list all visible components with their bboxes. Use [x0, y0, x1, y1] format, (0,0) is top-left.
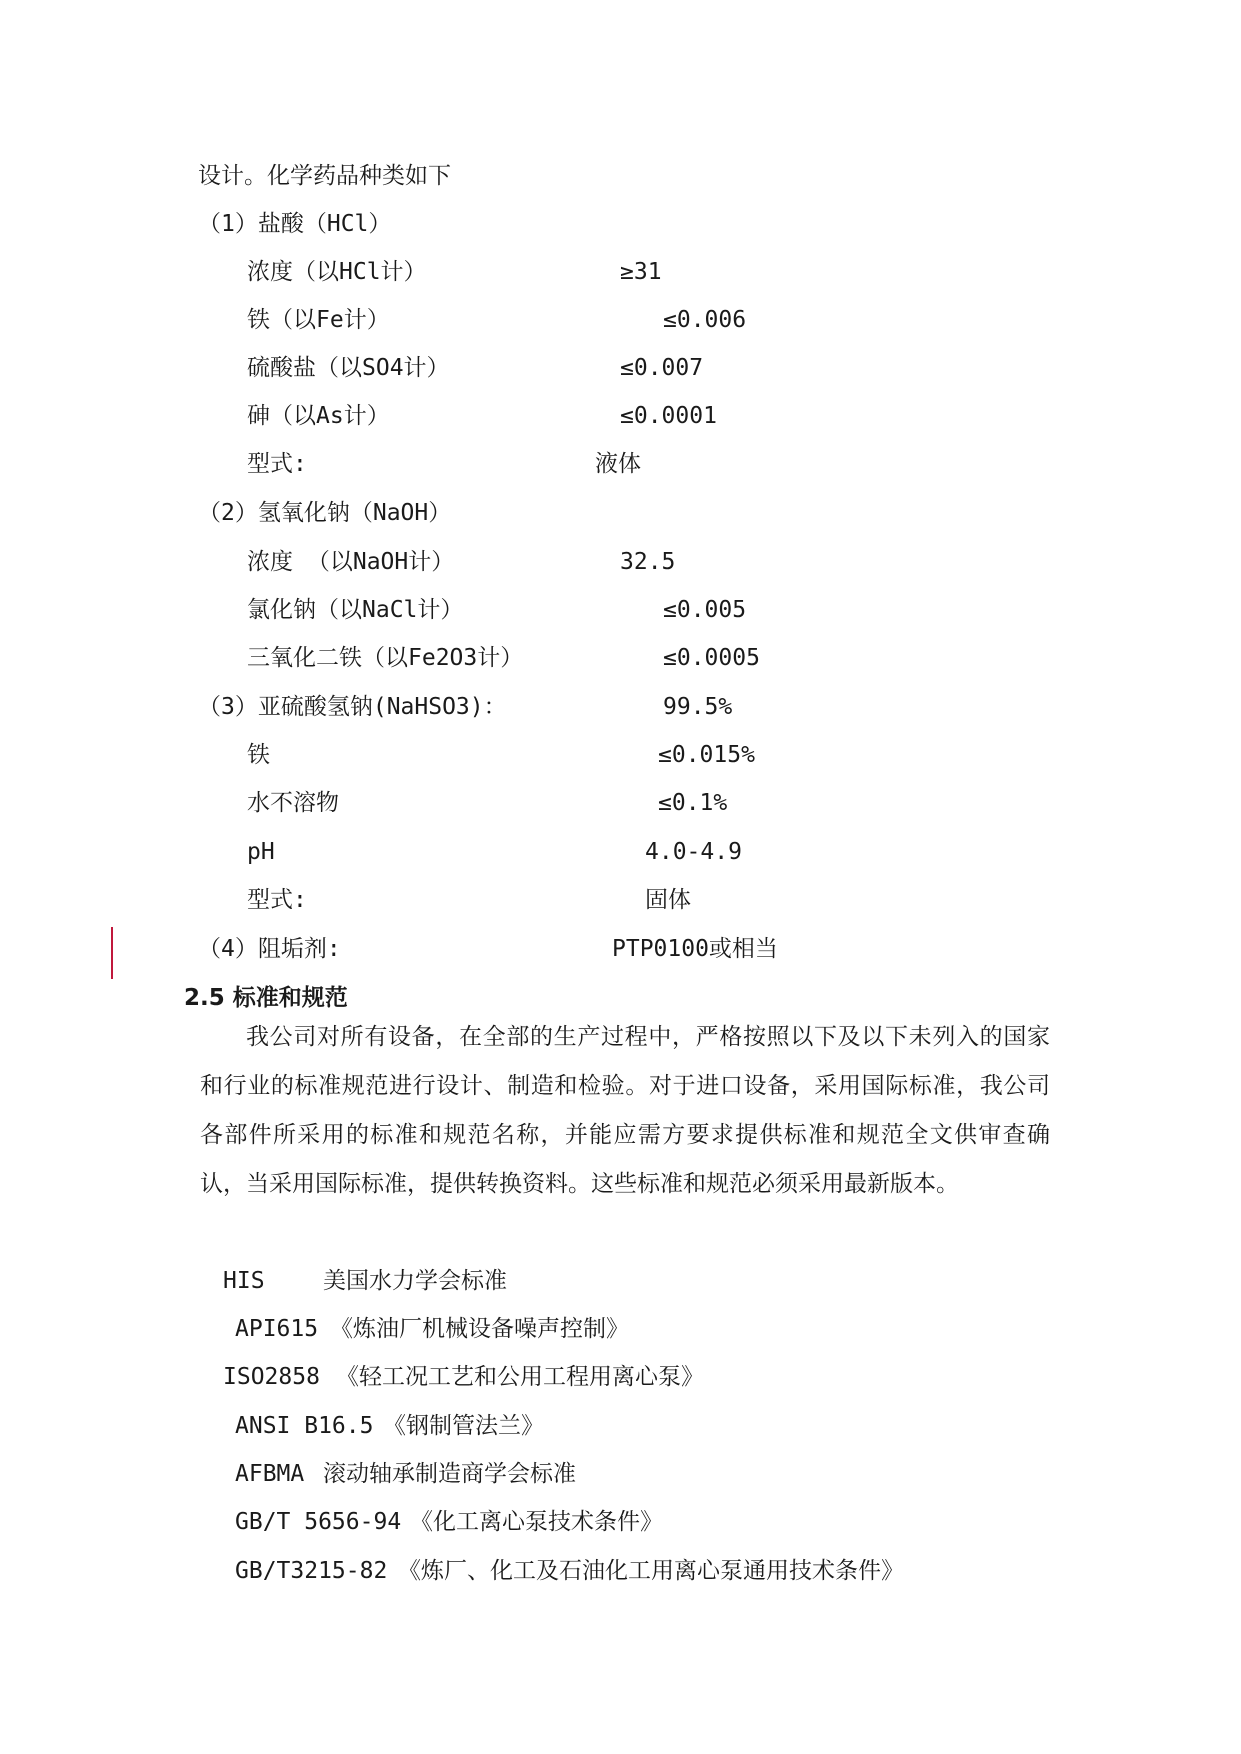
standard-code: GB/T3215-82 — [235, 1558, 388, 1584]
spec-name: 浓度 （以NaOH计） — [247, 549, 455, 575]
spec-value: ≤0.1% — [658, 790, 728, 816]
standard-code: AFBMA — [235, 1461, 305, 1487]
spec-name: 浓度（以HCl计） — [247, 259, 427, 285]
chem-4-header: （4）阻垢剂: — [198, 936, 341, 962]
spec-value: ≤0.0001 — [620, 403, 717, 429]
spec-name: 铁 — [247, 742, 270, 768]
spec-name: 砷（以As计） — [247, 403, 390, 429]
spec-value: 固体 — [645, 887, 691, 913]
chem-4-value: PTP0100或相当 — [612, 936, 778, 962]
standard-title: 《炼油厂机械设备噪声控制》 — [330, 1316, 629, 1342]
standard-title: 《轻工况工艺和公用工程用离心泵》 — [336, 1364, 704, 1390]
standard-code: API615 — [235, 1316, 319, 1342]
spec-name: 水不溶物 — [247, 790, 339, 816]
section-title: 2.5 标准和规范 — [184, 985, 348, 1011]
chem-3-header: （3）亚硫酸氢钠(NaHSO3)： — [198, 694, 507, 720]
standard-title: 美国水力学会标准 — [323, 1268, 507, 1294]
intro-line: 设计。化学药品种类如下 — [198, 163, 451, 189]
spec-name: 型式: — [247, 451, 307, 477]
standard-title: 《钢制管法兰》 — [383, 1413, 544, 1439]
spec-value: ≤0.007 — [620, 355, 704, 381]
spec-value: 液体 — [595, 451, 641, 477]
spec-value: 4.0-4.9 — [645, 839, 742, 865]
standard-code: ISO2858 — [223, 1364, 320, 1390]
spec-name: 三氧化二铁（以Fe2O3计） — [247, 645, 524, 671]
standard-title: 《化工离心泵技术条件》 — [410, 1509, 663, 1535]
chem-1-header: （1）盐酸（HCl） — [198, 211, 392, 237]
chem-3-value: 99.5% — [663, 694, 733, 720]
spec-value: ≥31 — [620, 259, 662, 285]
standard-title: 滚动轴承制造商学会标准 — [323, 1461, 576, 1487]
spec-name: 硫酸盐（以SO4计） — [247, 355, 450, 381]
standard-code: GB/T 5656-94 — [235, 1509, 402, 1535]
revision-change-bar — [111, 927, 113, 979]
standard-code: ANSI B16.5 — [235, 1413, 374, 1439]
spec-name: 铁（以Fe计） — [247, 307, 390, 333]
spec-value: ≤0.006 — [663, 307, 747, 333]
spec-value: ≤0.005 — [663, 597, 747, 623]
section-paragraph: 我公司对所有设备，在全部的生产过程中，严格按照以下及以下未列入的国家和行业的标准规范进行设计、制造和检验。对于进口设备，采用国际标准，我公司各部件所采用的标准和规范名称，并能应需方要求提供标准和规范全文供审查确认，当采用国际标准，提供转换资料。这些标准和规范必须采用最新版本。 — [200, 1024, 1050, 1197]
standard-title: 《炼厂、化工及石油化工用离心泵通用技术条件》 — [398, 1558, 904, 1584]
spec-name: pH — [247, 839, 275, 865]
standard-code: HIS — [223, 1268, 265, 1294]
spec-value: ≤0.015% — [658, 742, 755, 768]
chem-2-header: （2）氢氧化钠（NaOH） — [198, 500, 452, 526]
spec-name: 型式: — [247, 887, 307, 913]
spec-value: 32.5 — [620, 549, 676, 575]
spec-value: ≤0.0005 — [663, 645, 760, 671]
spec-name: 氯化钠（以NaCl计） — [247, 597, 464, 623]
